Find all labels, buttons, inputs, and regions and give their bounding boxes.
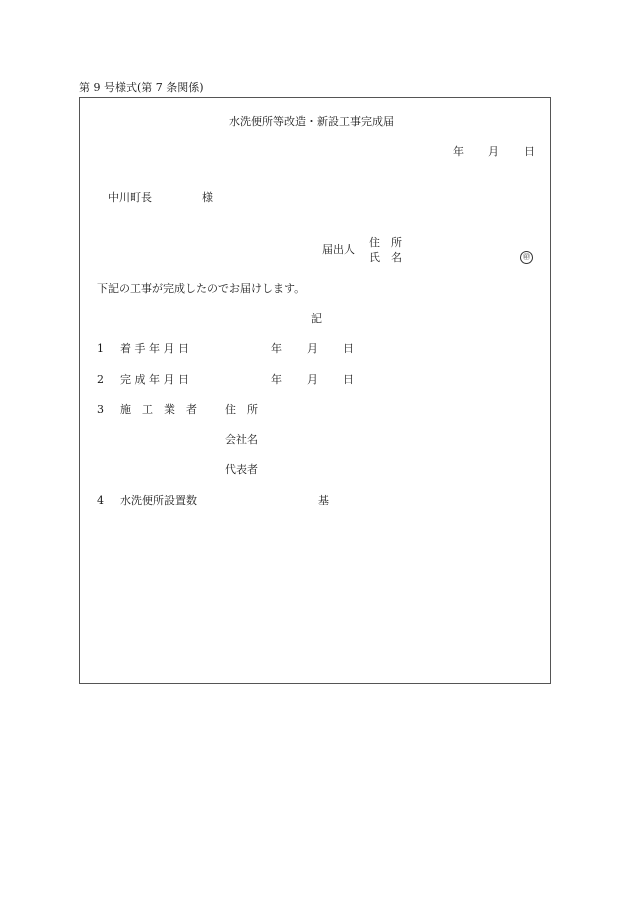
addressee-name: 中川町長 <box>108 191 152 204</box>
item-4-label: 水洗便所設置数 <box>120 494 197 507</box>
seal-mark: ㊞ <box>520 251 533 264</box>
item-3-address-label: 住 所 <box>225 403 258 416</box>
item-3-representative-label: 代表者 <box>225 463 258 476</box>
item-2-month: 月 <box>307 373 318 386</box>
item-1-month: 月 <box>307 342 318 355</box>
date-day: 日 <box>524 145 535 158</box>
date-year: 年 <box>453 145 464 158</box>
applicant-label: 届出人 <box>322 243 355 256</box>
item-1-day: 日 <box>343 342 354 355</box>
item-2-number: 2 <box>97 373 104 386</box>
item-2-label: 完 成 年 月 日 <box>120 373 189 386</box>
item-1-year: 年 <box>271 342 282 355</box>
item-4-number: 4 <box>97 494 104 507</box>
applicant-address-label: 住 所 <box>369 236 402 249</box>
date-month: 月 <box>488 145 499 158</box>
item-4-unit: 基 <box>318 494 329 507</box>
item-2-year: 年 <box>271 373 282 386</box>
form-frame <box>79 97 551 684</box>
item-1-number: 1 <box>97 342 104 355</box>
statement-text: 下記の工事が完成したのでお届けします。 <box>97 282 306 295</box>
item-1-label: 着 手 年 月 日 <box>120 342 189 355</box>
item-3-label: 施 工 業 者 <box>120 403 197 416</box>
item-3-company-label: 会社名 <box>225 433 258 446</box>
item-2-day: 日 <box>343 373 354 386</box>
applicant-name-label: 氏 名 <box>369 251 402 264</box>
ki-heading: 記 <box>311 312 322 325</box>
addressee-honorific: 様 <box>202 191 213 204</box>
form-title: 水洗便所等改造・新設工事完成届 <box>229 115 394 128</box>
item-3-number: 3 <box>97 403 104 416</box>
form-number: 第 9 号様式(第 7 条関係) <box>79 81 204 94</box>
